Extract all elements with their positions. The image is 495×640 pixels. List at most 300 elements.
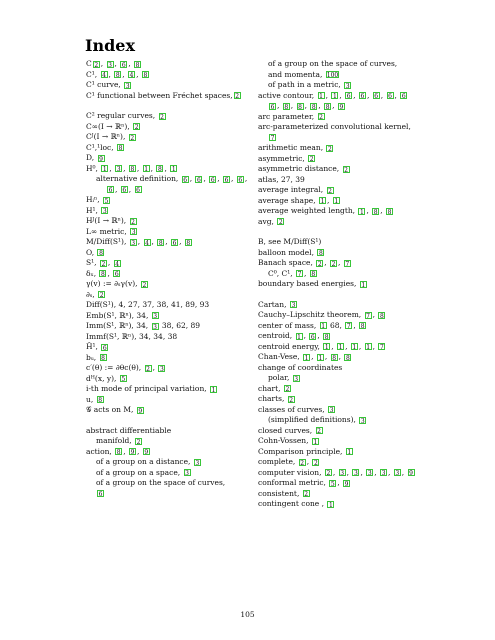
index-term: consistent, <box>258 488 302 498</box>
index-subentry <box>258 80 433 91</box>
index-term: dᴴ(x, y), <box>86 373 119 383</box>
page-reference-link[interactable]: 8 <box>99 250 103 257</box>
index-entry <box>258 154 433 165</box>
page-reference-link[interactable]: 7 <box>346 323 351 330</box>
page-reference-link[interactable]: 6 <box>98 491 103 498</box>
page-reference-link[interactable]: 3 <box>159 365 164 373</box>
index-term: manifold, <box>96 436 135 445</box>
index-term: H⁰, <box>86 163 101 173</box>
page-reference-link[interactable]: 6 <box>374 93 379 100</box>
page-reference-link[interactable]: 4 <box>129 72 134 79</box>
index-term: of a group on the space of curves, <box>268 59 398 68</box>
page-reference-link[interactable]: 8 <box>311 271 316 278</box>
page-reference-link[interactable]: 2 <box>130 134 135 142</box>
page-reference-link[interactable]: 3 <box>131 229 136 236</box>
page-reference-link[interactable]: 9 <box>130 449 135 456</box>
page-reference-link[interactable]: 2 <box>328 145 332 153</box>
page-reference-link[interactable]: 7 <box>297 271 302 278</box>
page-reference-link[interactable]: 8 <box>311 103 316 111</box>
index-entry <box>86 395 258 406</box>
index-term: C¹ curve, <box>86 80 124 89</box>
page-reference-link[interactable]: 6 <box>102 344 107 352</box>
page-reference-link[interactable]: 6 <box>388 93 392 100</box>
page-reference-link[interactable]: 1 <box>320 198 325 205</box>
index-entry <box>258 217 433 228</box>
index-entry <box>86 143 258 154</box>
index-term: Comparison principle, <box>258 446 345 456</box>
page-reference-link[interactable]: 2 <box>94 61 99 69</box>
page-reference-link[interactable]: 3 <box>185 470 189 477</box>
index-term: average shape, <box>258 195 318 205</box>
index-entry <box>86 374 258 385</box>
index-term: Diff(S¹), 4, 27, 37, 38, 41, 89, 93 <box>86 300 210 309</box>
index-subentry <box>258 373 433 384</box>
index-term: and momenta, <box>268 69 325 79</box>
page-reference-link[interactable]: 2 <box>235 93 240 100</box>
page-reference-link[interactable]: 3 <box>125 82 130 90</box>
index-entry: Cauchy–Lipschitz theorem, 7 , 8 <box>258 310 384 320</box>
page-reference-link[interactable]: 8 <box>158 166 162 173</box>
page-reference-link[interactable]: 3 <box>153 313 158 320</box>
index-entry <box>86 279 258 290</box>
page-reference-link[interactable]: 8 <box>373 208 378 216</box>
index-term: c′(θ) := ∂θc(θ), <box>86 363 144 372</box>
index-term: of a group on the space of curves, <box>96 478 226 487</box>
page-reference-link[interactable]: 1 <box>102 166 107 173</box>
page-reference-link[interactable]: 2 <box>304 491 309 498</box>
page-reference-link[interactable]: 8 <box>360 323 365 330</box>
page-reference-link[interactable]: 9 <box>99 155 103 163</box>
index-entry <box>258 300 433 311</box>
index-term-tail: 68, <box>327 320 345 330</box>
index-term: γ(v) := ∂ₛγ(v), <box>86 279 140 288</box>
index-term: centroid energy, <box>258 341 323 351</box>
index-term: D, <box>86 153 97 162</box>
page-reference-link[interactable]: 2 <box>328 187 332 195</box>
index-entry <box>86 132 258 143</box>
page-reference-link[interactable]: 8 <box>101 271 105 278</box>
page-reference-link[interactable]: 8 <box>143 72 148 79</box>
index-entry <box>258 363 433 374</box>
index-term: arc parameter, <box>258 111 317 121</box>
index-term: 𝒢 acts on M, <box>86 405 136 414</box>
page-reference-link[interactable]: 4 <box>102 72 106 79</box>
index-term: C² regular curves, <box>86 111 158 120</box>
page-reference-link[interactable]: 2 <box>136 438 141 446</box>
index-term: center of mass, <box>258 320 319 330</box>
index-entry <box>86 321 258 332</box>
page-reference-link[interactable]: 6 <box>310 333 315 341</box>
index-entry <box>86 80 258 91</box>
index-entry <box>86 206 258 217</box>
page-reference-link[interactable]: 6 <box>346 93 351 100</box>
page-reference-link[interactable]: 8 <box>186 239 191 247</box>
index-term: of a group on a space, <box>96 467 183 477</box>
index-entry <box>86 405 258 416</box>
index-term: of path in a metric, <box>268 80 344 89</box>
index-term: polar, <box>268 373 292 382</box>
index-entry <box>86 426 258 437</box>
index-entry <box>86 384 258 395</box>
index-entry: computer vision, 2 , 3 , 3 , 3 , 3 , 3 , 9 <box>258 467 413 477</box>
index-term: average integral, <box>258 185 326 194</box>
page-reference-link[interactable]: 3 <box>340 470 345 477</box>
index-subentry <box>86 478 258 489</box>
page-reference-link[interactable]: 6 <box>121 61 126 69</box>
index-term: conformal metric, <box>258 478 329 487</box>
page-reference-link[interactable]: 1 <box>319 93 323 100</box>
index-column-left <box>86 59 258 499</box>
page-reference-link[interactable]: 6 <box>401 93 406 100</box>
index-term: Ĥ¹, <box>86 342 101 351</box>
index-term: C¹, <box>86 69 100 79</box>
index-entry <box>86 311 258 322</box>
index-term: Banach space, <box>258 258 316 267</box>
page-reference-link[interactable]: 1 <box>321 323 326 330</box>
index-letter-gap <box>258 227 433 237</box>
page-reference-link[interactable]: 1 <box>338 344 343 351</box>
index-term: Imm(S¹, ℝⁿ), 34, <box>86 321 151 330</box>
index-entry: average weighted length, 1 , 8 , 8 <box>258 206 392 216</box>
index-entry: center of mass, 1 68, 7 , 8 <box>258 320 365 330</box>
index-term: change of coordinates <box>258 362 343 372</box>
index-term: C⁰, C¹, <box>268 268 296 278</box>
page-reference-link[interactable]: 8 <box>115 72 120 79</box>
page-reference-link[interactable]: 9 <box>138 407 143 415</box>
page-reference-link[interactable]: 8 <box>332 354 337 362</box>
page-reference-link[interactable]: 3 <box>116 166 121 173</box>
page-reference-link[interactable]: 8 <box>135 61 140 69</box>
page-reference-link[interactable]: 3 <box>395 470 400 477</box>
page-reference-link[interactable]: 8 <box>379 312 384 320</box>
index-entry <box>86 290 258 301</box>
page-reference-link[interactable]: 6 <box>224 176 229 184</box>
index-entry: centroid, 1 , 6 , 8 <box>258 331 329 341</box>
page-reference-link[interactable]: 6 <box>114 271 119 278</box>
page-reference-link[interactable]: 2 <box>146 365 150 373</box>
index-entry <box>258 112 433 123</box>
index-entry <box>258 426 433 437</box>
index-term: (simplified definitions), <box>268 415 359 424</box>
page-reference-link[interactable]: 3 <box>291 302 296 309</box>
page-reference-link[interactable]: 2 <box>317 260 322 268</box>
page-reference-link[interactable]: 3 <box>131 239 136 247</box>
index-term: S¹, <box>86 258 99 267</box>
page-reference-link[interactable]: 2 <box>314 459 318 467</box>
page-reference-link[interactable]: 1 <box>366 344 371 351</box>
index-term: δₓ, <box>86 268 99 278</box>
page-reference-link[interactable]: 3 <box>102 208 107 215</box>
index-subentry <box>86 489 258 500</box>
page-reference-link[interactable]: 8 <box>158 239 163 247</box>
index-subentry: alternative definition, 6 , 6 , 6 , 6 , 6 , 6 , 6 , 6 <box>96 174 248 194</box>
index-entry <box>258 248 433 259</box>
index-entry <box>258 447 433 458</box>
index-entry <box>86 342 258 353</box>
page-reference-link[interactable]: 2 <box>99 292 104 299</box>
page-reference-link[interactable]: 2 <box>160 113 164 121</box>
page-reference-link[interactable]: 6 <box>238 176 243 184</box>
index-entry <box>258 384 433 395</box>
index-entry <box>86 216 258 227</box>
index-entry: conformal metric, 5 , 9 <box>258 478 349 488</box>
page-reference-link[interactable]: 9 <box>409 470 413 477</box>
page-reference-link[interactable]: 2 <box>344 166 348 174</box>
page-reference-link[interactable]: 7 <box>379 344 384 351</box>
index-entry <box>86 195 258 206</box>
index-term: abstract differentiable <box>86 425 172 435</box>
index-letter-gap <box>86 416 258 426</box>
page-reference-link[interactable]: 8 <box>284 103 289 111</box>
page-reference-link[interactable]: 4 <box>145 239 149 247</box>
index-entry <box>258 279 433 290</box>
page-reference-link[interactable]: 2 <box>300 459 305 467</box>
page-reference-link[interactable]: 7 <box>345 260 350 268</box>
index-term: M/Diff(S¹), <box>86 237 129 246</box>
index-entry <box>258 143 433 154</box>
index-term: arithmetic mean, <box>258 143 326 152</box>
index-entry: complete, 2 , 2 <box>258 457 318 467</box>
page-reference-link[interactable]: 7 <box>270 135 275 142</box>
index-term: bᵤ, <box>86 352 99 362</box>
index-term: alternative definition, <box>96 174 181 183</box>
index-entry: action, 8 , 9 , 9 <box>86 446 149 456</box>
page-reference-link[interactable]: 6 <box>270 103 275 111</box>
index-subentry: C⁰, C¹, 7 , 8 <box>268 268 316 278</box>
page-reference-link[interactable]: 1 <box>297 333 301 341</box>
index-subentry <box>258 70 433 81</box>
page-reference-link[interactable]: 8 <box>98 397 103 404</box>
page-reference-link[interactable]: 8 <box>318 250 323 257</box>
page-reference-link[interactable]: 3 <box>195 459 200 467</box>
index-entry <box>86 248 258 259</box>
page-reference-link[interactable]: 8 <box>346 354 350 362</box>
page-reference-link[interactable]: 3 <box>108 61 112 69</box>
page-reference-link[interactable]: 1 <box>334 198 339 205</box>
page-reference-link[interactable]: 9 <box>344 480 349 488</box>
page-reference-link[interactable]: 6 <box>360 93 365 100</box>
page-reference-link[interactable]: 2 <box>331 260 336 268</box>
index-term: L∞ metric, <box>86 226 130 236</box>
page-reference-link[interactable]: 6 <box>122 187 127 194</box>
index-entry <box>86 332 258 343</box>
page-reference-link[interactable]: 1 <box>211 386 216 394</box>
page-reference-link[interactable]: 9 <box>144 449 149 456</box>
index-term: Hᴶ(I → ℝⁿ), <box>86 216 129 225</box>
index-term-tail: 38, 62, 89 <box>159 321 201 330</box>
index-letter-gap <box>86 101 258 111</box>
page-reference-link[interactable]: 2 <box>142 281 147 289</box>
index-entry: δₓ, 8 , 6 <box>86 268 119 278</box>
page-reference-link[interactable]: 1 <box>360 208 364 216</box>
page-reference-link[interactable]: 1 <box>328 501 333 509</box>
page-reference-link[interactable]: 6 <box>108 187 113 194</box>
page-reference-link[interactable]: 3 <box>360 417 365 425</box>
page-reference-link[interactable]: 4 <box>115 260 120 268</box>
page-reference-link[interactable]: 6 <box>210 176 215 184</box>
page-reference-link[interactable]: 1 <box>304 354 309 362</box>
index-entry: C 2 , 3 , 6 , 8 <box>86 59 140 69</box>
index-term: O, <box>86 247 97 257</box>
page-reference-link[interactable]: 9 <box>339 103 344 111</box>
page-reference-link[interactable]: 2 <box>131 218 135 226</box>
page-reference-link[interactable]: 5 <box>330 480 335 488</box>
page-reference-link[interactable]: 8 <box>101 355 105 362</box>
index-entry: Chan-Vese, 1 , 1 , 8 , 8 <box>258 352 350 362</box>
index-entry <box>86 111 258 122</box>
page-reference-link[interactable]: 8 <box>116 449 121 456</box>
index-entry <box>258 175 433 186</box>
page-reference-link[interactable]: 1 <box>313 438 318 446</box>
index-term: H¹, <box>86 205 101 215</box>
index-term: centroid, <box>258 331 295 340</box>
page-reference-link[interactable]: 3 <box>294 375 299 383</box>
index-term: action, <box>86 446 115 456</box>
page-number: 105 <box>240 610 255 619</box>
page-reference-link[interactable]: 3 <box>381 470 386 477</box>
index-term: Hᵢⁿ, <box>86 195 103 204</box>
page-reference-link[interactable]: 6 <box>136 187 140 194</box>
index-term: complete, <box>258 457 298 466</box>
page-reference-link[interactable]: 8 <box>324 333 329 341</box>
page-reference-link[interactable]: 2 <box>285 386 290 393</box>
page-reference-link[interactable]: 1 <box>352 344 357 351</box>
index-term: chart, <box>258 383 283 393</box>
index-term: atlas, 27, 39 <box>258 174 305 184</box>
index-term: Cohn-Vossen, <box>258 436 311 445</box>
index-entry: active contour, 1 , 1 , 6 , 6 , 6 , 6 , 6 <box>258 90 406 100</box>
page-reference-link[interactable]: 5 <box>121 376 126 383</box>
page-reference-link[interactable]: 8 <box>118 145 123 152</box>
index-term: i-th mode of principal variation, <box>86 384 210 393</box>
index-entry <box>258 436 433 447</box>
index-term: avg, <box>258 216 277 226</box>
index-entry <box>86 91 258 102</box>
index-column-right <box>258 59 433 510</box>
index-term: computer vision, <box>258 467 324 477</box>
page-reference-link[interactable]: 2 <box>101 260 106 268</box>
index-term: Cᴶ(I → ℝⁿ), <box>86 132 128 141</box>
page-reference-link[interactable]: 2 <box>289 396 294 404</box>
index-entry <box>258 164 433 175</box>
index-entry <box>86 153 258 164</box>
index-entry <box>258 185 433 196</box>
page-reference-link[interactable]: 7 <box>366 312 370 320</box>
index-term: closed curves, <box>258 425 315 435</box>
page-reference-link[interactable]: 6 <box>172 239 177 247</box>
index-entry <box>86 353 258 364</box>
page-reference-link[interactable]: 2 <box>326 470 331 477</box>
page-reference-link[interactable]: 2 <box>319 114 323 121</box>
page-reference-link[interactable]: 3 <box>345 82 350 90</box>
index-term: u, <box>86 394 96 404</box>
page-reference-link[interactable]: 8 <box>325 103 330 111</box>
index-subentry <box>86 436 258 447</box>
page-reference-link[interactable]: 2 <box>134 124 139 131</box>
index-entry: c′(θ) := ∂θc(θ), 2 , 3 <box>86 363 164 373</box>
index-term: ∂ₛ, <box>86 289 98 299</box>
index-term: balloon model, <box>258 247 317 257</box>
page-reference-link[interactable]: 1 <box>361 281 366 289</box>
index-entry <box>258 122 433 133</box>
index-entry: C¹, 4 , 8 , 4 , 8 <box>86 69 148 79</box>
index-term: asymmetric, <box>258 153 308 163</box>
index-entry <box>86 300 258 311</box>
page-reference-link[interactable]: 100 <box>326 72 339 79</box>
page-reference-link[interactable]: 8 <box>298 103 302 111</box>
index-term: boundary based energies, <box>258 279 359 288</box>
index-term: asymmetric distance, <box>258 164 342 173</box>
page-reference-link[interactable]: 5 <box>104 197 109 205</box>
page-reference-link[interactable]: 6 <box>183 176 188 184</box>
index-term: active contour, <box>258 90 317 100</box>
index-subentry <box>86 457 258 468</box>
index-entry <box>258 489 433 500</box>
index-term: Cauchy–Lipschitz theorem, <box>258 310 364 319</box>
index-term: Emb(S¹, ℝⁿ), 34, <box>86 310 151 320</box>
index-letter-gap <box>258 290 433 300</box>
page-reference-link[interactable]: 3 <box>354 470 358 477</box>
index-term: C¹ functional between Fréchet spaces, <box>86 90 233 100</box>
index-term: charts, <box>258 394 287 403</box>
page-reference-link[interactable]: 2 <box>309 156 314 163</box>
index-entry: S¹, 2 , 4 <box>86 258 120 268</box>
index-entry <box>86 227 258 238</box>
index-subentry <box>86 468 258 479</box>
index-entry <box>86 122 258 133</box>
index-term: C∞(I → ℝⁿ), <box>86 121 133 131</box>
index-entry: centroid energy, 1 , 1 , 1 , 1 , 7 <box>258 341 384 351</box>
index-term: Cartan, <box>258 299 289 309</box>
page-reference-link[interactable]: 2 <box>317 428 321 435</box>
page-reference-link[interactable]: 1 <box>144 166 149 173</box>
page-reference-link[interactable]: 2 <box>278 219 283 226</box>
page-reference-link[interactable]: 8 <box>387 208 392 216</box>
index-subentry <box>258 59 433 70</box>
index-subentry <box>258 415 433 426</box>
index-entry: Banach space, 2 , 2 , 7 <box>258 258 350 268</box>
page-reference-link[interactable]: 6 <box>197 176 201 184</box>
index-term: average weighted length, <box>258 206 358 215</box>
page-reference-link[interactable]: 1 <box>332 93 337 100</box>
page-reference-link[interactable]: 1 <box>347 449 352 456</box>
page-reference-link[interactable]: 3 <box>329 407 334 414</box>
index-term: of a group on a distance, <box>96 457 193 466</box>
index-term: C¹,¹loc, <box>86 142 117 152</box>
page-reference-link[interactable]: 3 <box>153 323 157 331</box>
index-entry <box>258 237 433 248</box>
index-subentry <box>258 133 433 144</box>
index-entry <box>258 394 433 405</box>
index-term: C <box>86 59 92 68</box>
index-term: Chan-Vese, <box>258 352 303 361</box>
page-reference-link[interactable]: 1 <box>324 344 329 351</box>
index-term: classes of curves, <box>258 404 328 414</box>
page-reference-link[interactable]: 3 <box>367 470 372 477</box>
index-entry: M/Diff(S¹), 3 , 4 , 8 , 6 , 8 <box>86 237 191 247</box>
index-term: arc-parameterized convolutional kernel, <box>258 122 411 131</box>
page-reference-link[interactable]: 8 <box>130 166 135 173</box>
index-entry <box>258 499 433 510</box>
index-subentry: 6 , 8 , 8 , 8 , 8 , 9 <box>270 101 344 111</box>
index-term: B, see M/Diff(S¹) <box>258 237 322 246</box>
page-reference-link[interactable]: 1 <box>318 354 323 362</box>
index-term: Immf(S¹, ℝⁿ), 34, 34, 38 <box>86 331 178 341</box>
index-entry <box>258 405 433 416</box>
index-entry: average shape, 1 , 1 <box>258 195 339 205</box>
index-term: contingent cone , <box>258 499 327 508</box>
page-reference-link[interactable]: 1 <box>171 166 176 173</box>
